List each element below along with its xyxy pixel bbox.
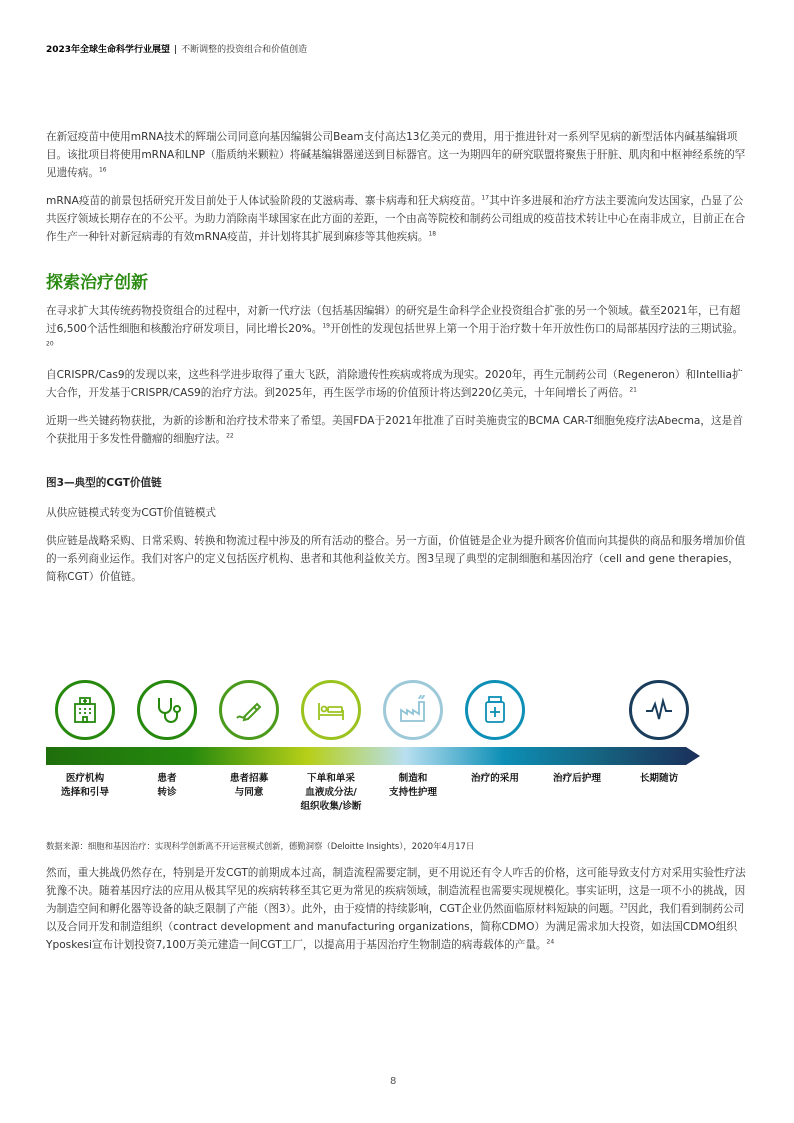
figure-title: 图3—典型的CGT价值链 <box>46 477 162 489</box>
step-circle <box>55 680 115 740</box>
step-label: 治疗的采用 <box>471 773 519 784</box>
step-label: 制造和 支持性护理 <box>389 773 437 798</box>
footnote-ref: 23 <box>620 902 628 910</box>
footnote-ref: 16 <box>98 166 107 174</box>
step-circle <box>465 680 525 740</box>
report-title: 2023年全球生命科学行业展望 <box>46 45 171 55</box>
step-label: 下单和单采 血液成分法/ 组织收集/诊断 <box>300 773 362 812</box>
step-label: 长期随访 <box>639 773 679 784</box>
step-circle <box>301 680 361 740</box>
main-content <box>46 128 748 596</box>
running-header <box>46 42 307 55</box>
value-chain-step <box>620 680 698 786</box>
figure-subtitle: 从供应链模式转变为CGT价值链模式 <box>46 507 217 519</box>
medicine-bottle-icon <box>479 694 511 726</box>
step-circle <box>629 680 689 740</box>
paragraph-approvals: 近期一些关键药物获批，为新的诊断和治疗技术带来了希望。美国FDA于2021年批准了百时美施贵宝的BCMA CAR-T细胞免疫疗法Abecma，这是首个获批用于多发性骨髓瘤的细胞疗法。$^{22}$ <box>46 415 743 445</box>
footnote-ref: 18 <box>428 230 437 238</box>
value-chain-step <box>46 680 124 800</box>
hospital-bed-icon <box>315 694 347 726</box>
section-heading: 探索治疗创新 <box>46 273 148 293</box>
value-chain-step <box>210 680 288 800</box>
footnote-ref: 17 <box>481 194 490 202</box>
value-chain-step <box>128 680 206 800</box>
step-label: 治疗后护理 <box>553 773 601 784</box>
footnote-ref: 19 <box>322 322 330 330</box>
value-chain-step <box>292 680 370 814</box>
footnote-ref: 22 <box>226 432 234 440</box>
paragraph-crispr: 自CRISPR/Cas9的发现以来，这些科学进步取得了重大飞跃，消除遗传性疾病或将成为现实。2020年，再生元制药公司（Regeneron）和Intellia扩大合作，开发基于CRISPR/CAS9的治疗方法。到2025年，再生医学市场的价值预计将达到220亿美元，十年间增长了两倍。$^{21}$ <box>46 369 743 399</box>
step-circle <box>137 680 197 740</box>
heartbeat-icon <box>643 694 675 726</box>
figure-source-note: 数据来源：细胞和基因治疗：实现科学创新离不开运营模式创新，德勤洞察（Deloitte Insights），2020年4月17日 <box>46 841 475 851</box>
step-circle <box>383 680 443 740</box>
report-subtitle: 不断调整的投资组合和价值创造 <box>181 45 308 55</box>
factory-icon <box>397 694 429 726</box>
signing-pen-icon <box>233 694 265 726</box>
page-number: 8 <box>390 1076 397 1087</box>
closing-section <box>46 864 748 954</box>
footnote-ref: 21 <box>629 386 637 394</box>
paragraph-next-gen-therapies: 在寻求扩大其传统药物投资组合的过程中，对新一代疗法（包括基因编辑）的研究是生命科学企业投资组合扩张的另一个领域。截至2021年，已有超过6,500个活性细胞和核酸治疗研发项目，同比增长20%。$^{19}$开创性的发现包括世界上第一个用于治疗数十年开放性伤口的局部基因疗法的三期试验。$^{20}$ <box>46 305 744 348</box>
step-label: 患者招募 与同意 <box>229 773 269 798</box>
step-label: 医疗机构 选择和引导 <box>61 773 109 798</box>
value-chain-step <box>538 680 616 786</box>
header-separator: | <box>174 45 178 55</box>
step-label: 患者 转诊 <box>157 773 177 798</box>
footnote-ref: 20 <box>46 340 54 348</box>
figure-description: 供应链是战略采购、日常采购、转换和物流过程中涉及的所有活动的整合。另一方面，价值链是企业为提升顾客价值而向其提供的商品和服务增加价值的一系列商业运作。我们对客户的定义包括医疗机构、患者和其他利益攸关方。图3呈现了典型的定制细胞和基因治疗（cell and gene therapies，简称CGT）价值链。 <box>46 535 746 583</box>
hospital-icon <box>69 694 101 726</box>
paragraph-challenges: 然而，重大挑战仍然存在，特别是开发CGT的前期成本过高，制造流程需要定制，更不用说还有令人咋舌的价格，这可能导致支付方对采用实验性疗法犹豫不决。随着基因疗法的应用从极其罕见的疾病转移至其它更为常见的疾病领域，制造流程也需要实现规模化。事实证明，这是一项不小的挑战，因为制造空间和孵化器等设备的缺乏限制了产能（图3）。此外，由于疫情的持续影响，CGT企业仍然面临原材料短缺的问题。$^{23}$因此，我们看到制药公司以及合同开发和制造组织（contract development and manufacturing organizations，简称CDMO）为满足需求加大投资，如法国CDMO组织Yposkesi宣布计划投资7,100万美元建造一间CGT工厂，以提高用于基因治疗生物制造的病毒载体的产量。$^{24}$ <box>46 867 746 951</box>
paragraph-pfizer-beam: 在新冠疫苗中使用mRNA技术的辉瑞公司同意向基因编辑公司Beam支付高达13亿美元的费用，用于推进针对一系列罕见病的新型活体内碱基编辑项目。该批项目将使用mRNA和LNP（脂质纳米颗粒）将碱基编辑器递送到目标器官。这一为期四年的研究联盟将聚焦于肝脏、肌肉和中枢神经系统的罕见遗传病。$^{16}$ <box>46 131 746 179</box>
value-chain-step <box>374 680 452 800</box>
paragraph-mrna-prospects: mRNA疫苗的前景包括研究开发目前处于人体试验阶段的艾滋病毒、寨卡病毒和狂犬病疫苗。$^{17}$其中许多进展和治疗方法主要流向发达国家，凸显了公共医疗领域长期存在的不公平。为助力消除南半球国家在此方面的差距，一个由高等院校和制药公司组成的疫苗技术转让中心在南非成立，目前正在合作生产一种针对新冠病毒的有效mRNA疫苗，并计划将其扩展到麻疹等其他疾病。$^{18}$ <box>46 194 746 243</box>
footnote-ref: 24 <box>546 938 555 946</box>
stethoscope-icon <box>151 694 183 726</box>
value-chain-step <box>456 680 534 786</box>
step-circle <box>219 680 279 740</box>
cgt-value-chain-diagram <box>46 680 746 820</box>
